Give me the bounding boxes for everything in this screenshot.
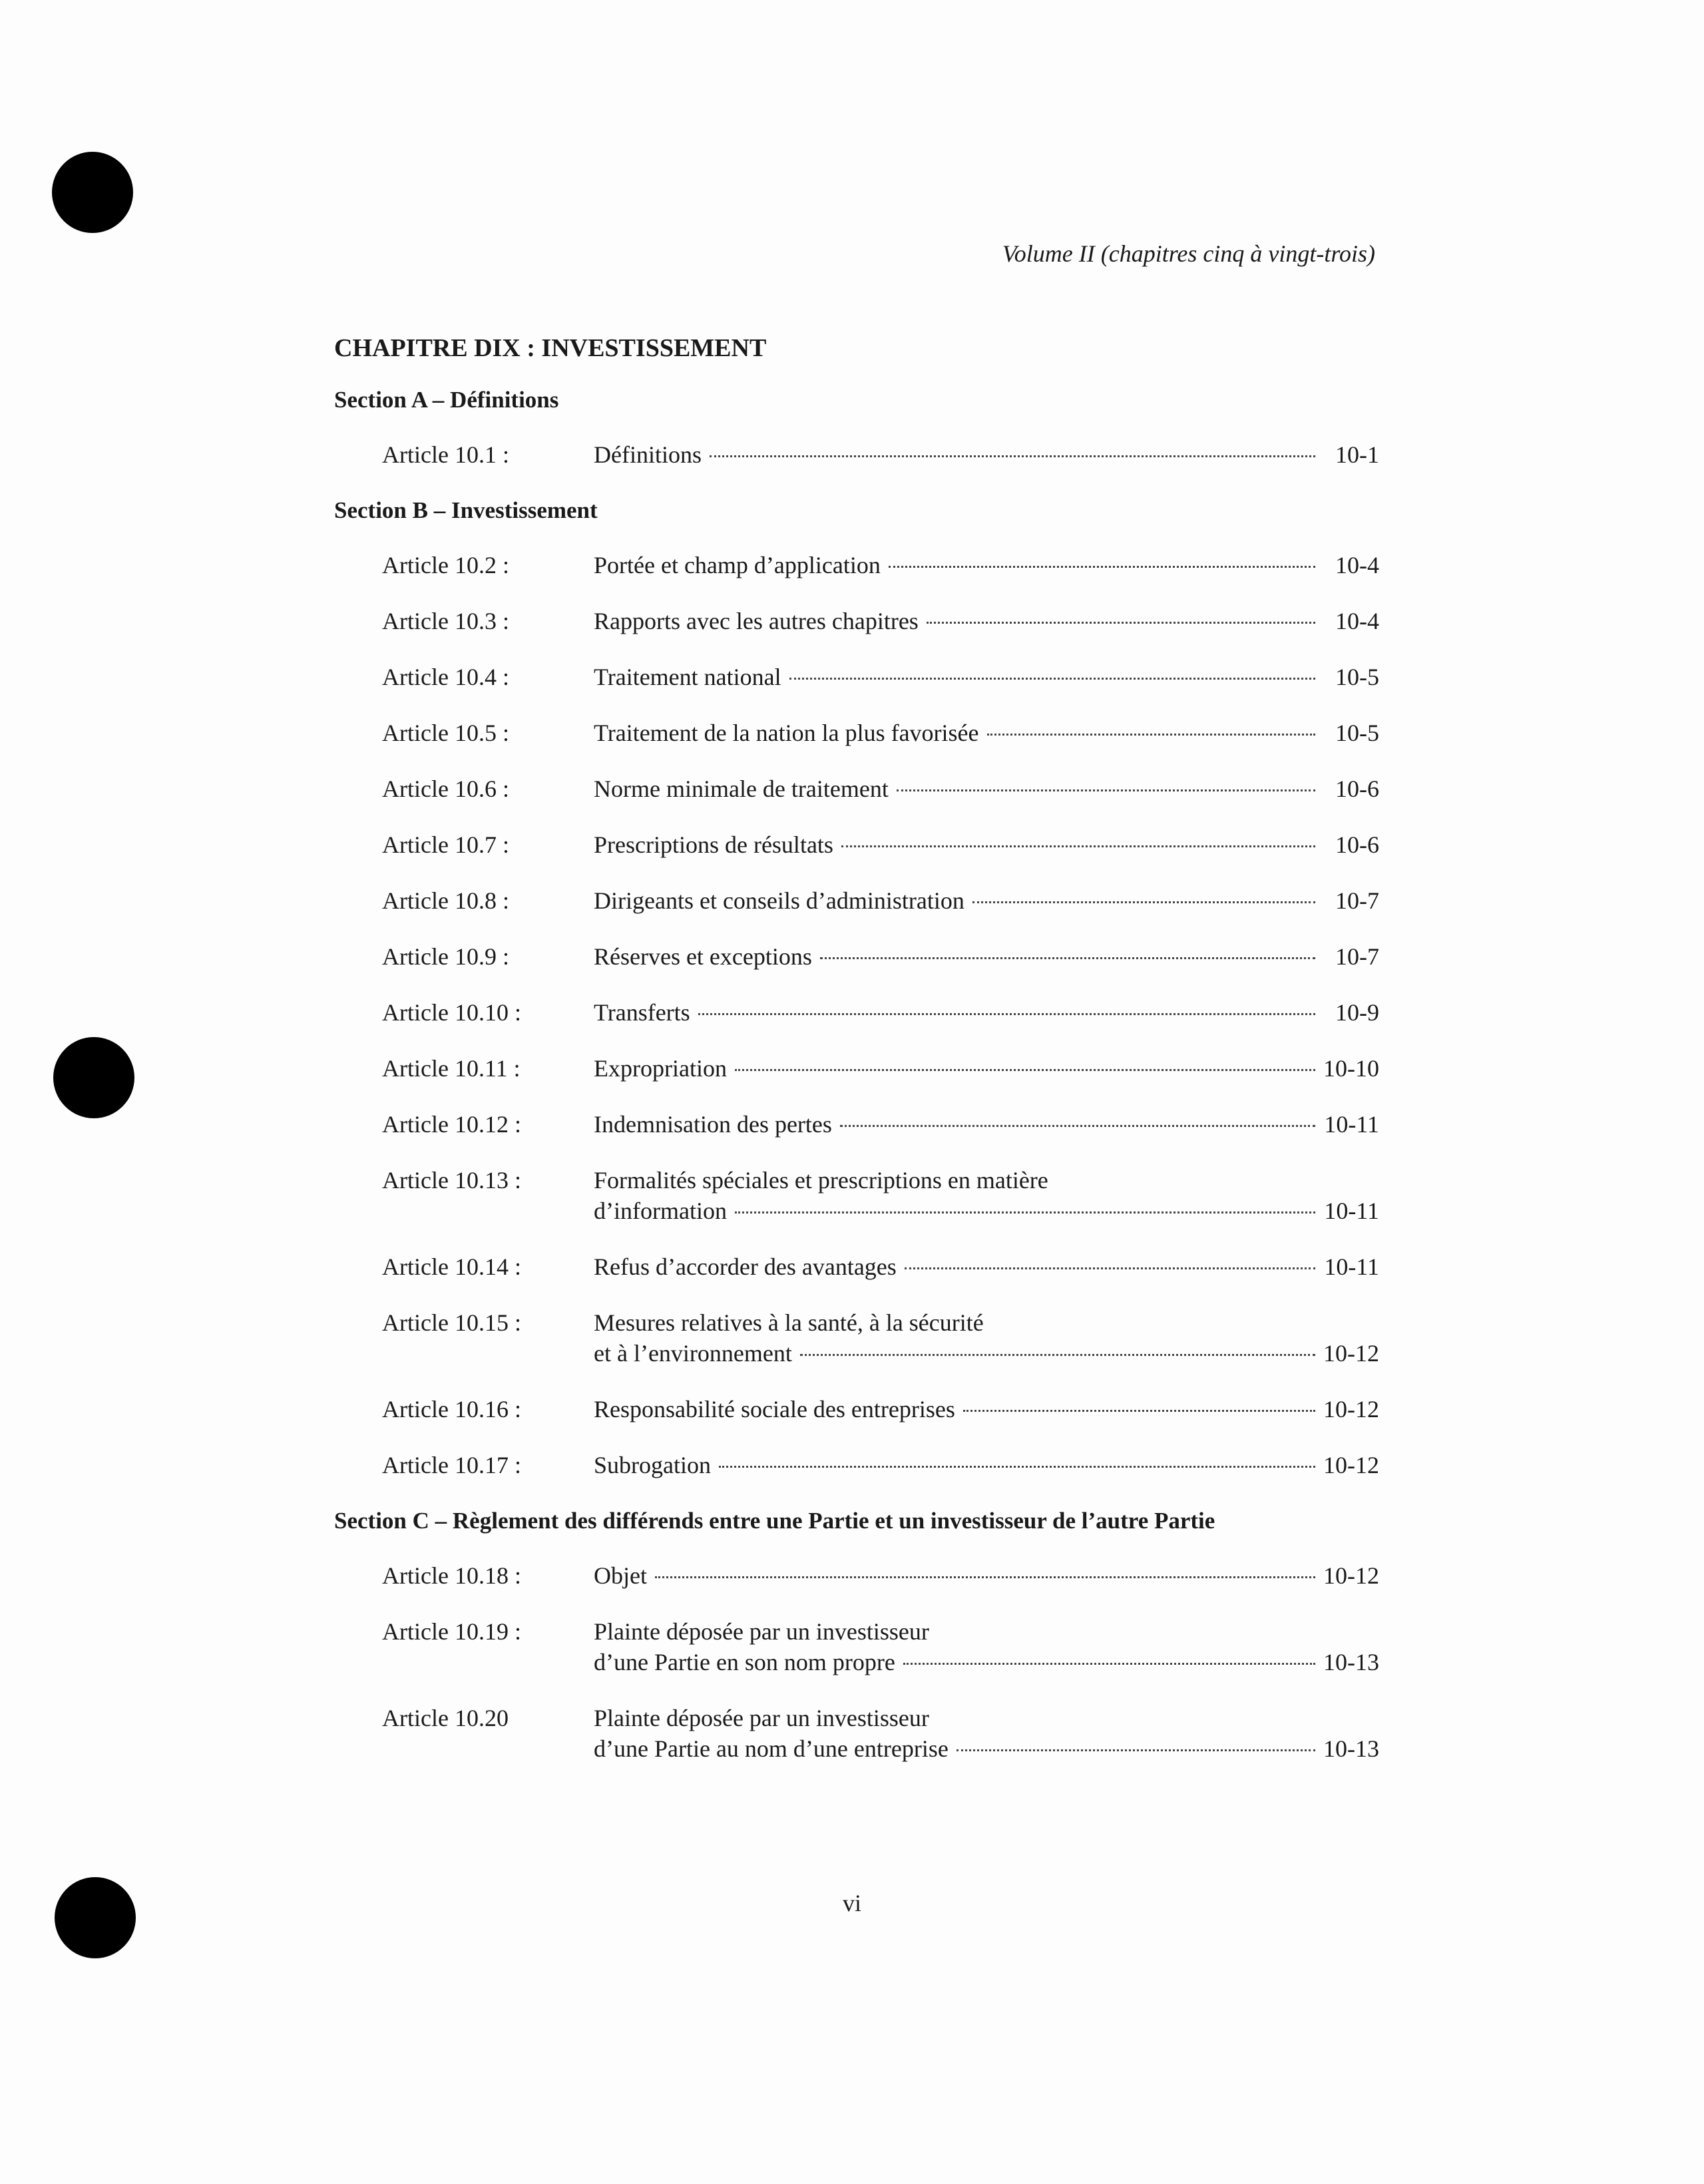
entry-title-line [594,1109,1379,1140]
article-label: Article 10.5 : [382,720,509,746]
entry-title-line [594,718,1379,748]
toc-entry [334,1560,1379,1591]
toc-entry [334,1109,1379,1140]
entry-body [594,550,1379,580]
entry-body [594,829,1379,860]
entry-title-text: Traitement de la nation la plus favorisée [594,720,979,746]
page-number: vi [842,1890,861,1916]
page-reference: 10-6 [1335,775,1379,802]
toc-entry [334,1394,1379,1424]
dot-leader [903,1663,1315,1665]
entry-title-text: d’une Partie en son nom propre [594,1649,895,1675]
entry-title-text: Plainte déposée par un investisseur [594,1705,929,1731]
entry-title-line [594,1338,1379,1369]
article-label: Article 10.19 : [382,1618,521,1645]
entry-title-line [594,1616,1379,1647]
page-reference: 10-7 [1335,943,1379,970]
article-label: Article 10.12 : [382,1111,521,1138]
article-label: Article 10.14 : [382,1253,521,1280]
entry-body [594,885,1379,916]
entry-body [594,1053,1379,1084]
entry-body [594,606,1379,636]
page-reference: 10-13 [1323,1735,1379,1762]
entry-title-line [594,1165,1379,1196]
section-heading: Section B – Investissement [334,497,598,523]
entry-title-text: Responsabilité sociale des entreprises [594,1396,955,1422]
article-label: Article 10.20 [382,1705,509,1731]
entry-body [594,1703,1379,1764]
punch-hole-top [52,152,133,233]
page-reference: 10-11 [1324,1253,1379,1280]
toc-entry [334,1251,1379,1282]
page-reference: 10-12 [1323,1452,1379,1478]
toc-entry [334,1616,1379,1677]
entry-title-line [594,1251,1379,1282]
chapter-title: CHAPITRE DIX : INVESTISSEMENT [334,334,767,362]
toc-entry [334,773,1379,804]
article-label: Article 10.13 : [382,1167,521,1194]
entry-title-text: Dirigeants et conseils d’administration [594,887,964,914]
entry-title-line [594,439,1379,470]
entry-title-text: Transferts [594,999,690,1026]
page-reference: 10-4 [1335,608,1379,634]
entry-body [594,662,1379,692]
entry-title-line [594,550,1379,580]
entry-title-line [594,773,1379,804]
article-label: Article 10.16 : [382,1396,521,1422]
toc-entry [334,662,1379,692]
article-label: Article 10.17 : [382,1452,521,1478]
entry-body [594,1251,1379,1282]
entry-body [594,1616,1379,1677]
article-label: Article 10.2 : [382,552,509,578]
page-reference: 10-11 [1324,1198,1379,1224]
entry-title-line [594,1053,1379,1084]
toc-entry [334,885,1379,916]
entry-title-line [594,1647,1379,1677]
entry-body [594,941,1379,972]
entry-body [594,1165,1379,1226]
dot-leader [927,622,1315,624]
entry-title-text: Norme minimale de traitement [594,775,889,802]
entry-body [594,718,1379,748]
article-label: Article 10.4 : [382,664,509,690]
entry-body [594,1450,1379,1480]
toc-entry [334,1053,1379,1084]
entry-body [594,1307,1379,1369]
dot-leader [957,1749,1315,1751]
entry-title-line [594,1307,1379,1338]
article-label: Article 10.1 : [382,441,509,468]
entry-title-line [594,1733,1379,1764]
entry-body [594,439,1379,470]
entry-title-text: Définitions [594,441,702,468]
toc-entry [334,1307,1379,1369]
entry-title-text: Prescriptions de résultats [594,831,833,858]
article-label: Article 10.3 : [382,608,509,634]
dot-leader [735,1069,1315,1071]
page-reference: 10-9 [1335,999,1379,1026]
page-reference: 10-11 [1324,1111,1379,1138]
dot-leader [897,789,1315,791]
entry-body [594,1394,1379,1424]
toc-entry [334,1450,1379,1480]
article-label: Article 10.15 : [382,1309,521,1336]
entry-title-line [594,997,1379,1028]
page-reference: 10-6 [1335,831,1379,858]
entry-title-line [594,1394,1379,1424]
entry-title-line [594,1196,1379,1226]
dot-leader [987,734,1315,736]
dot-leader [800,1354,1315,1356]
section-heading: Section C – Règlement des différends entre une Partie et un investisseur de l’autre Partie [334,1508,1215,1534]
article-label: Article 10.18 : [382,1562,521,1589]
entry-body [594,1560,1379,1591]
entry-title-line [594,1450,1379,1480]
article-label: Article 10.7 : [382,831,509,858]
entry-title-text: Formalités spéciales et prescriptions en matière [594,1167,1048,1194]
page-reference: 10-5 [1335,664,1379,690]
entry-title-line [594,941,1379,972]
page-reference: 10-10 [1323,1055,1379,1082]
running-header: Volume II (chapitres cinq à vingt-trois) [1002,240,1375,267]
entry-title-text: Indemnisation des pertes [594,1111,832,1138]
entry-title-text: d’information [594,1198,727,1224]
toc-entry [334,1165,1379,1226]
toc-entry [334,1703,1379,1764]
entry-title-line [594,606,1379,636]
dot-leader [655,1576,1315,1578]
dot-leader [963,1410,1315,1412]
page-reference: 10-5 [1335,720,1379,746]
dot-leader [840,1125,1315,1127]
dot-leader [905,1267,1315,1269]
dot-leader [889,566,1315,568]
toc-entry [334,997,1379,1028]
entry-title-text: Mesures relatives à la santé, à la sécurité [594,1309,984,1336]
toc-entry [334,941,1379,972]
article-label: Article 10.8 : [382,887,509,914]
entry-body [594,773,1379,804]
entry-body [594,1109,1379,1140]
punch-hole-middle [53,1037,134,1118]
entry-title-text: Objet [594,1562,647,1589]
entry-title-text: et à l’environnement [594,1340,792,1367]
dot-leader [698,1013,1315,1015]
entry-title-line [594,1703,1379,1733]
toc-entry [334,550,1379,580]
entry-title-text: Expropriation [594,1055,727,1082]
article-label: Article 10.11 : [382,1055,521,1082]
dot-leader [789,678,1315,680]
dot-leader [820,957,1315,959]
toc-entry [334,439,1379,470]
entry-title-line [594,1560,1379,1591]
entry-title-text: Réserves et exceptions [594,943,812,970]
entry-title-text: Refus d’accorder des avantages [594,1253,897,1280]
article-label: Article 10.6 : [382,775,509,802]
page-reference: 10-7 [1335,887,1379,914]
table-of-contents [334,333,1379,1791]
entry-title-text: Rapports avec les autres chapitres [594,608,919,634]
entry-title-text: Plainte déposée par un investisseur [594,1618,929,1645]
dot-leader [719,1466,1315,1468]
entry-title-text: Traitement national [594,664,781,690]
page-reference: 10-4 [1335,552,1379,578]
entry-body [594,997,1379,1028]
toc-entry [334,829,1379,860]
toc-sections [334,386,1379,1764]
entry-title-line [594,885,1379,916]
page-reference: 10-13 [1323,1649,1379,1675]
page-reference: 10-12 [1323,1562,1379,1589]
section-heading: Section A – Définitions [334,387,559,413]
dot-leader [710,455,1315,457]
page-reference: 10-12 [1323,1396,1379,1422]
dot-leader [841,845,1315,847]
entry-title-line [594,662,1379,692]
entry-title-text: Portée et champ d’application [594,552,881,578]
entry-title-line [594,829,1379,860]
article-label: Article 10.9 : [382,943,509,970]
page-reference: 10-12 [1323,1340,1379,1367]
toc-entry [334,606,1379,636]
toc-entry [334,718,1379,748]
entry-title-text: Subrogation [594,1452,711,1478]
dot-leader [735,1211,1315,1213]
article-label: Article 10.10 : [382,999,521,1026]
dot-leader [972,901,1315,903]
page-reference: 10-1 [1335,441,1379,468]
entry-title-text: d’une Partie au nom d’une entreprise [594,1735,949,1762]
